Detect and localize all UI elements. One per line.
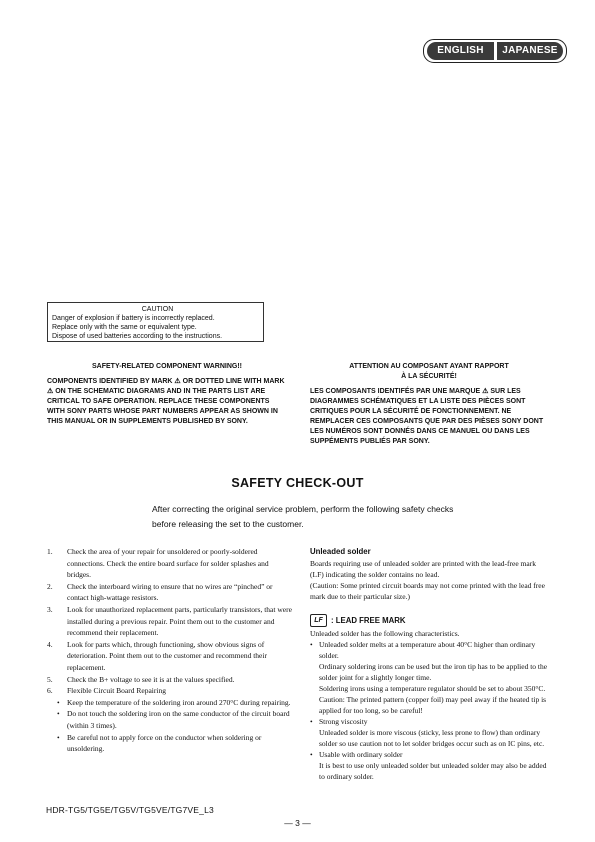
list-item [47,546,292,581]
item-number: 3. [47,604,53,614]
lead-free-label: : LEAD FREE MARK [331,616,406,625]
caution-line: Dispose of used batteries according to the instructions. [52,333,223,340]
lead-free-intro: Unleaded solder has the following characteristics. [310,629,460,638]
item-number: 1. [47,547,53,556]
list-item [47,604,292,639]
list-item [47,674,292,686]
characteristic-line: Unleaded solder melts at a temperature about 40°C higher than ordinary solder. [319,640,536,660]
item-text: Flexible Circuit Board Repairing [67,686,166,696]
warning-body: LES COMPOSANTS IDENTIFÉS PAR UNE MARQUE ⚠ SUR LES DIAGRAMMES SCHÉMATIQUES ET LA LISTE DES PIÈCES SONT CRITIQUES POUR LA SÉCURITÉ DE FONCTIONNEMENT. NE REMPLACER CES COMPOSANTS QUE PAR DES PIÈSES SONY DONT LES NUMÉROS SONT DONNÉS DANS CE MANUEL OU DANS LES SUPPÉMENTS PUBLIÉS PAR SONY. [310,388,544,445]
warning-title-line1: ATTENTION AU COMPOSANT AYANT RAPPORT [349,363,509,370]
characteristic-line: Soldering irons using a temperature regulator should be set to about 350°C. [319,684,546,693]
bullet-text: Do not touch the soldering iron on the same conductor of the circuit board (within 3 times). [67,709,290,730]
lead-free-heading [310,614,550,627]
bullet-icon: • [310,640,313,649]
characteristic-line: Usable with ordinary solder [319,750,403,759]
sub-bullet [47,732,292,755]
warning-title: SAFETY-RELATED COMPONENT WARNING!! [92,363,242,370]
list-item [47,581,292,604]
list-item [47,639,292,674]
characteristic-line: Unleaded solder is more viscous (sticky, less prone to flow) than ordinary solder so use caution not to let solder bridges occur such as on IC pins, etc. [319,728,545,748]
item-number: 2. [47,581,53,591]
characteristic-item [310,639,550,716]
caution-line: Danger of explosion if battery is incorrectly replaced. [52,315,215,322]
warning-title-line2: À LA SÉCURITÉ! [401,373,457,380]
bullet-icon: • [57,709,60,719]
bullet-icon: • [310,750,313,759]
sub-bullet [47,697,292,709]
bullet-icon: • [310,717,313,726]
tab-english[interactable]: ENGLISH [427,42,494,60]
language-tabs [423,39,567,63]
section-title: SAFETY CHECK-OUT [231,476,364,490]
caution-box [47,302,264,342]
item-number: 5. [47,674,53,684]
item-text: Check the area of your repair for unsoldered or poorly-soldered connections. Check the entire board surface for solder splashes and bridges. [67,547,269,580]
lead-free-mark-text: LF [314,617,323,624]
item-text: Look for unauthorized replacement parts, particularly transistors, that were installed during a previous repair. Point them out to the customer and recommend their replacement. [67,604,292,638]
model-number: HDR-TG5/TG5E/TG5V/TG5VE/TG7VE_L3 [46,805,214,815]
list-item [47,685,292,697]
bullet-text: Be careful not to apply force on the conductor when soldering or unsoldering. [67,732,262,754]
lead-free-mark-icon [310,614,327,627]
item-text: Look for parts which, through functioning, show obvious signs of deterioration. Point them out to the customer and recommend their replacement. [67,639,267,672]
characteristic-line: Ordinary soldering irons can be used but the iron tip has to be applied to the solder joint for a slightly longer time. [319,662,548,682]
bullet-text: Keep the temperature of the soldering iron around 270°C during repairing. [67,697,291,707]
safety-checklist [47,546,292,755]
caution-line: Replace only with the same or equivalent type. [52,324,197,331]
characteristic-item [310,716,550,749]
unleaded-solder-section [310,546,550,782]
caution-title: CAUTION [141,306,174,313]
page-number: — 3 — [284,818,311,828]
characteristic-line: It is best to use only unleaded solder but unleaded solder may also be added to ordinary solder. [319,761,547,781]
characteristic-line: Strong viscosity [319,717,368,726]
sub-bullet [47,708,292,731]
warning-body: COMPONENTS IDENTIFIED BY MARK ⚠ OR DOTTED LINE WITH MARK ⚠ ON THE SCHEMATIC DIAGRAMS AND IN THE PARTS LIST ARE CRITICAL TO SAFE OPERATION. REPLACE THESE COMPONENTS WITH SONY PARTS WHOSE PART NUMBERS APPEAR AS SHOWN IN THIS MANUAL OR IN SUPPLEMENTS PUBLISHED BY SONY. [47,378,285,425]
unleaded-title: Unleaded solder [310,547,371,556]
unleaded-caution: (Caution: Some printed circuit boards may not come printed with the lead free mark due to their particular size.) [310,581,545,601]
intro-text: After correcting the original service problem, perform the following safety checks before releasing the set to the customer. [152,504,454,529]
safety-warning-french [310,362,548,447]
characteristic-item [310,749,550,782]
safety-warning-english [47,362,287,427]
item-number: 4. [47,639,53,649]
item-text: Check the B+ voltage to see it is at the values specified. [67,674,235,684]
unleaded-paragraph: Boards requiring use of unleaded solder are printed with the lead-free mark (LF) indicating the solder contains no lead. [310,559,536,579]
bullet-icon: • [57,697,60,707]
tab-japanese[interactable]: JAPANESE [497,42,563,60]
bullet-icon: • [57,732,60,742]
item-number: 6. [47,686,53,696]
item-text: Check the interboard wiring to ensure that no wires are “pinched” or contact high-wattage resistors. [67,581,273,603]
characteristic-line: Caution: The printed pattern (copper foil) may peel away if the heated tip is applied for too long, so be careful! [319,695,547,715]
